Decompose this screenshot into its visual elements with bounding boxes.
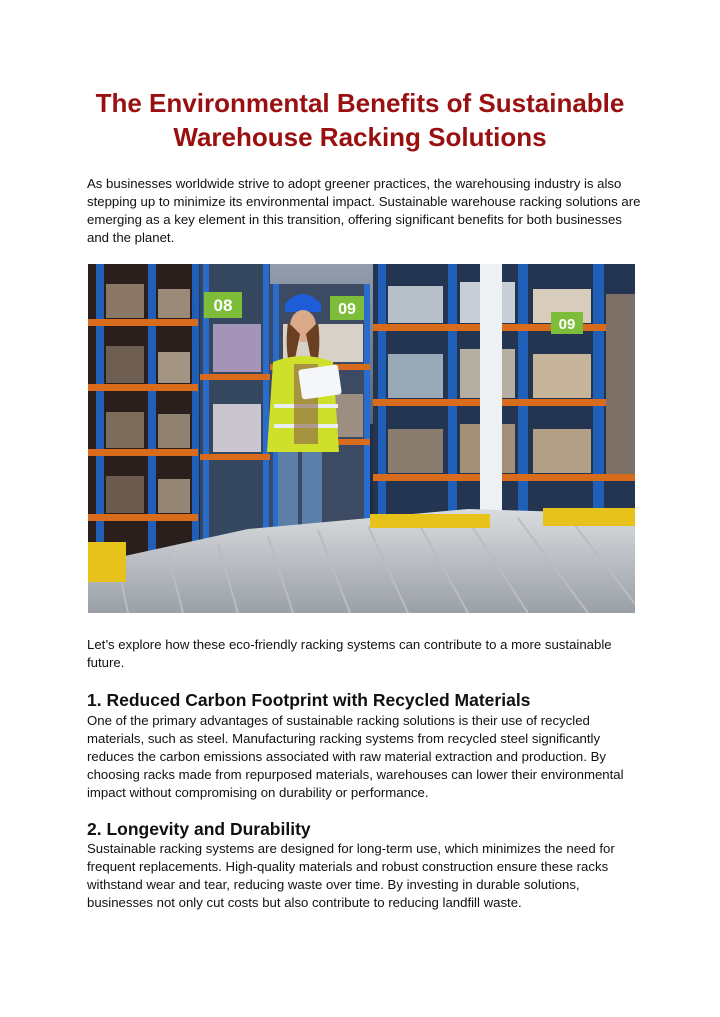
- section-2-heading: 2. Longevity and Durability: [87, 819, 311, 839]
- warehouse-photo: [88, 264, 635, 613]
- aisle-sign-09-center-label: 09: [338, 301, 356, 318]
- title-line-2: Warehouse Racking Solutions: [173, 122, 547, 152]
- section-1-heading: 1. Reduced Carbon Footprint with Recycled Materials: [87, 690, 531, 710]
- page-title: [60, 86, 660, 154]
- aisle-sign-08-label: 08: [213, 296, 233, 315]
- section-2-body: Sustainable racking systems are designed for long-term use, which minimizes the need for frequent replacements. High-quality materials and robust construction ensure these racks withstand wear and tear, reducing waste over time. By investing in durable solutions, businesses not only cut costs but also contribute to reducing landfill waste.: [87, 841, 615, 910]
- lead-in-paragraph: Let’s explore how these eco-friendly racking systems can contribute to a more sustainable future.: [87, 637, 612, 670]
- intro-paragraph: As businesses worldwide strive to adopt greener practices, the warehousing industry is also stepping up to minimize its environmental impact. Sustainable warehouse racking solutions are emerging as a key element in this transition, offering significant benefits for both businesses and the planet.: [87, 176, 641, 245]
- section-1-body: One of the primary advantages of sustainable racking solutions is their use of recycled materials, such as steel. Manufacturing racking systems from recycled steel significantly reduces the carbon emissions associated with raw material extraction and production. By choosing racks made from repurposed materials, warehouses can lower their environmental impact without compromising on durability or performance.: [87, 713, 624, 800]
- aisle-sign-09-right-label: 09: [558, 316, 576, 333]
- title-line-1: The Environmental Benefits of Sustainable: [95, 88, 625, 118]
